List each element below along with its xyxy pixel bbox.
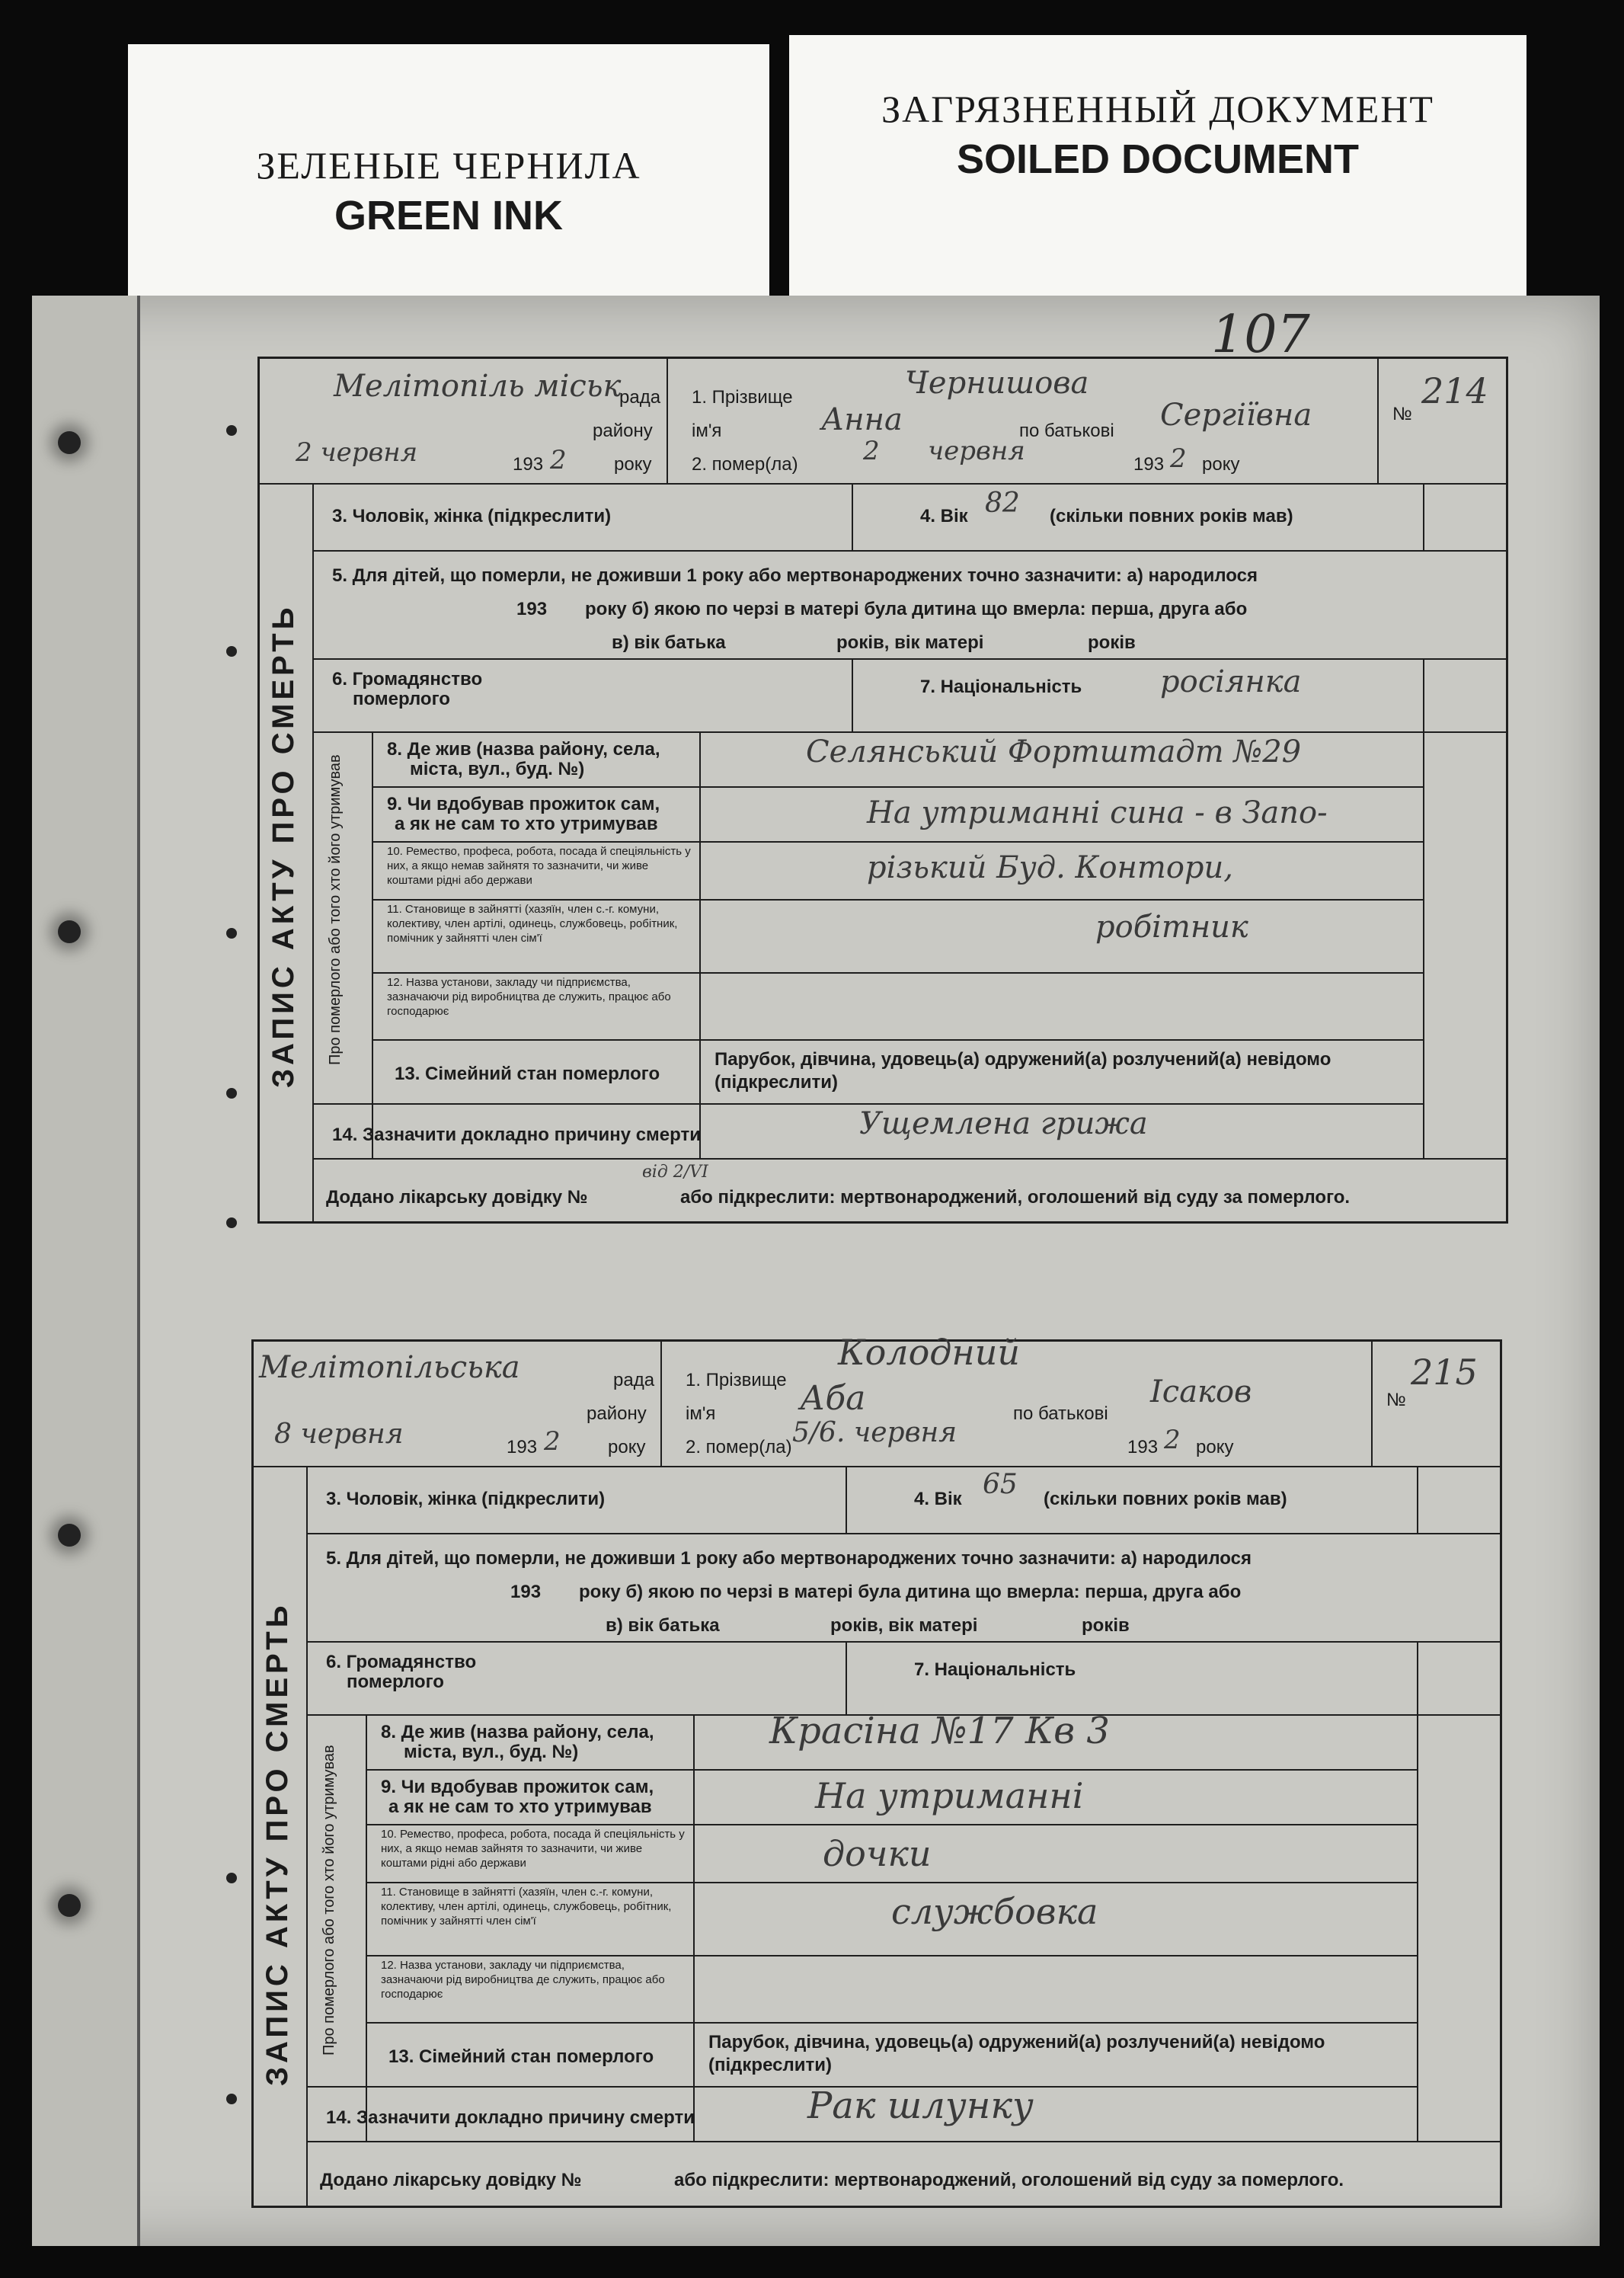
q8-address-b: міста, вул., буд. №) (404, 1742, 579, 1762)
q9-support-b: а як не сам то хто утримував (388, 1796, 652, 1817)
q8-address-b: міста, вул., буд. №) (410, 759, 585, 779)
page-number: 107 (1211, 305, 1310, 365)
year-label: року (608, 1437, 646, 1457)
patronymic-value: Сергіївна (1160, 398, 1312, 433)
footer-note: або підкреслити: мертвонароджений, оголошений від суду за померлого. (680, 1187, 1351, 1208)
q6-citizenship-b: померлого (347, 1672, 444, 1692)
punch-hole (58, 920, 81, 943)
died-label: 2. помер(ла) (686, 1437, 792, 1457)
support-line-2: дочки (823, 1833, 932, 1874)
name-value: Аба (800, 1379, 866, 1418)
q8-address-a: 8. Де жив (назва району, села, (387, 739, 660, 760)
q5-children-e: років, вік матері (830, 1615, 978, 1636)
age-value: 82 (985, 488, 1020, 519)
year-label: року (614, 454, 652, 475)
q6-citizenship-b: померлого (353, 689, 450, 709)
q9-support-b: а як не сам то хто утримував (395, 814, 658, 834)
side-title: ЗАПИС АКТУ ПРО СМЕРТЬ (267, 603, 300, 1088)
record-date-value: 8 червня (274, 1419, 404, 1450)
side-title: ЗАПИС АКТУ ПРО СМЕРТЬ (261, 1601, 294, 2086)
soiled-label-ru: ЗАГРЯЗНЕННЫЙ ДОКУМЕНТ (881, 88, 1434, 130)
support-line-3: робітник (1095, 910, 1248, 945)
q10-profession: 10. Ремество, професа, робота, посада й спеціяльність у них, а якщо немав зайнятя то зазначити, чи живе коштами рідні або держави (381, 1828, 685, 1870)
footer-note: або підкреслити: мертвонароджений, оголошений від суду за померлого. (674, 2170, 1344, 2190)
q3-sex: 3. Чоловік, жінка (підкреслити) (332, 506, 612, 526)
green-ink-label-en: GREEN INK (334, 193, 564, 238)
cert-value: від 2/VI (642, 1163, 708, 1182)
raion-label: району (593, 421, 653, 441)
punch-hole (226, 1873, 237, 1883)
q7-nationality: 7. Національність (920, 677, 1082, 697)
record-date-value: 2 червня (296, 437, 418, 468)
q10-profession: 10. Ремество, професа, робота, посада й спеціяльність у них, а якщо немав зайнятя то зазначити, чи живе коштами рідні або держави (387, 845, 691, 887)
q5-children-f: років (1088, 632, 1136, 653)
died-year-value: 2 (1170, 443, 1187, 474)
punch-hole (226, 1088, 237, 1099)
q5-children-a: 5. Для дітей, що померли, не доживши 1 року або мертвонароджених точно зазначити: а) народилося (332, 565, 1258, 586)
record-year-value: 2 (550, 445, 567, 475)
footer-cert-label: Додано лікарську довідку № (326, 1187, 588, 1208)
q13-marital-options: Парубок, дівчина, удовець(а) одружений(а) розлучений(а) невідомо (підкреслити) (708, 2032, 1325, 2075)
q4-age-note: (скільки повних років мав) (1044, 1489, 1287, 1509)
died-value: 5/6. червня (792, 1417, 957, 1448)
soiled-document-label (789, 35, 1526, 296)
q5-children-b: 193 (510, 1582, 542, 1602)
patronymic-label: по батькові (1013, 1403, 1108, 1424)
record-number-value: 215 (1411, 1352, 1478, 1393)
patronymic-label: по батькові (1019, 421, 1114, 441)
punch-hole (226, 425, 237, 436)
died-year-label: року (1202, 454, 1240, 475)
q8-address-a: 8. Де жив (назва району, села, (381, 1722, 654, 1742)
q3-sex: 3. Чоловік, жінка (підкреслити) (326, 1489, 606, 1509)
q5-children-a: 5. Для дітей, що померли, не доживши 1 року або мертвонароджених точно зазначити: а) народилося (326, 1548, 1252, 1569)
surname-label: 1. Прізвище (692, 387, 793, 408)
support-line-1: На утриманні (815, 1775, 1084, 1816)
death-record-form-2 (251, 1332, 1502, 2208)
q5-children-c: року б) якою по черзі в матері була дитина що вмерла: перша, друга або (585, 599, 1248, 619)
year-prefix: 193 (513, 454, 544, 475)
record-year-value: 2 (544, 1426, 561, 1457)
cause-value: Ущемлена грижа (859, 1106, 1148, 1141)
death-record-form-1 (257, 357, 1508, 1224)
punch-hole (58, 1524, 81, 1547)
died-label: 2. помер(ла) (692, 454, 798, 475)
punch-hole (226, 928, 237, 939)
surname-value: Колодний (838, 1332, 1020, 1373)
q5-children-e: років, вік матері (836, 632, 984, 653)
green-ink-label-ru: ЗЕЛЕНЫЕ ЧЕРНИЛА (256, 144, 641, 187)
q9-support-a: 9. Чи вдобував прожиток сам, (387, 794, 660, 814)
died-year-prefix: 193 (1127, 1437, 1159, 1457)
patronymic-value: Ісаков (1150, 1374, 1252, 1409)
raion-label: району (587, 1403, 647, 1424)
side-subtitle: Про померлого або того хто його утримував (321, 1745, 337, 2056)
q11-occupation-status: 11. Становище в зайнятті (хазяїн, член с.-г. комуни, колективу, член артілі, одинець, службовець, робітник, помічник у зайнятті член сім'ї (381, 1886, 672, 1928)
died-year-prefix: 193 (1133, 454, 1165, 475)
punch-hole (58, 431, 81, 454)
support-line-1: На утриманні сина - в Запо- (867, 795, 1328, 830)
binding-strip (32, 296, 140, 2246)
rada-label: рада (613, 1370, 655, 1390)
q13-marital-options: Парубок, дівчина, удовець(а) одружений(а) розлучений(а) невідомо (підкреслити) (714, 1049, 1331, 1093)
q6-citizenship-a: 6. Громадянство (332, 669, 483, 689)
name-value: Анна (821, 402, 903, 437)
soiled-label-en: SOILED DOCUMENT (956, 136, 1359, 182)
rada-label: рада (619, 387, 661, 408)
support-line-3: службовка (891, 1891, 1098, 1932)
rada-value: Мелітопіль міськ (334, 369, 622, 404)
punch-hole (226, 646, 237, 657)
green-ink-label (128, 44, 769, 296)
form-frame (251, 1339, 1502, 2208)
q4-age-label: 4. Вік (914, 1489, 962, 1509)
q5-children-d: в) вік батька (612, 632, 726, 653)
nationality-value: росіянка (1160, 664, 1302, 699)
q14-cause-label: 14. Зазначити докладно причину смерти (332, 1125, 702, 1145)
number-label: № (1392, 404, 1412, 424)
footer-cert-label: Додано лікарську довідку № (320, 2170, 582, 2190)
punch-hole (226, 1217, 237, 1228)
q5-children-d: в) вік батька (606, 1615, 720, 1636)
cause-value: Рак шлунку (807, 2084, 1034, 2127)
q5-children-f: років (1082, 1615, 1130, 1636)
q12-employer: 12. Назва установи, закладу чи підприємства, зазначаючи рід виробництва де служить, працює або господарює (381, 1959, 665, 2001)
q14-cause-label: 14. Зазначити докладно причину смерти (326, 2107, 695, 2128)
q11-occupation-status: 11. Становище в зайнятті (хазяїн, член с.-г. комуни, колективу, член артілі, одинець, службовець, робітник, помічник у зайнятті член сім'ї (387, 903, 678, 945)
q5-children-b: 193 (516, 599, 548, 619)
died-year-label: року (1196, 1437, 1234, 1457)
age-value: 65 (983, 1469, 1018, 1500)
q4-age-note: (скільки повних років мав) (1050, 506, 1293, 526)
year-prefix: 193 (507, 1437, 538, 1457)
number-label: № (1386, 1390, 1406, 1410)
rada-value: Мелітопільська (259, 1350, 520, 1385)
surname-value: Чернишова (905, 366, 1089, 401)
died-year-value: 2 (1164, 1425, 1181, 1455)
q4-age-label: 4. Вік (920, 506, 968, 526)
name-label: ім'я (686, 1403, 716, 1424)
record-number-value: 214 (1421, 370, 1488, 411)
name-label: ім'я (692, 421, 722, 441)
q13-marital-label: 13. Сімейний стан померлого (395, 1064, 660, 1084)
q9-support-a: 9. Чи вдобував прожиток сам, (381, 1777, 654, 1797)
side-subtitle: Про померлого або того хто його утримував (327, 754, 344, 1065)
punch-hole (226, 2094, 237, 2104)
q13-marital-label: 13. Сімейний стан померлого (388, 2046, 654, 2067)
died-month-value: червня (928, 436, 1025, 466)
address-value: Красіна №17 Кв 3 (769, 1710, 1110, 1752)
died-day-value: 2 (863, 436, 880, 466)
q5-children-c: року б) якою по черзі в матері була дитина що вмерла: перша, друга або (579, 1582, 1242, 1602)
surname-label: 1. Прізвище (686, 1370, 787, 1390)
support-line-2: різький Буд. Контори, (867, 850, 1233, 885)
q6-citizenship-a: 6. Громадянство (326, 1652, 477, 1672)
q12-employer: 12. Назва установи, закладу чи підприємства, зазначаючи рід виробництва де служить, працює або господарює (387, 976, 671, 1018)
q7-nationality: 7. Національність (914, 1659, 1076, 1680)
punch-hole (58, 1894, 81, 1917)
address-value: Селянський Фортштадт №29 (806, 734, 1302, 769)
